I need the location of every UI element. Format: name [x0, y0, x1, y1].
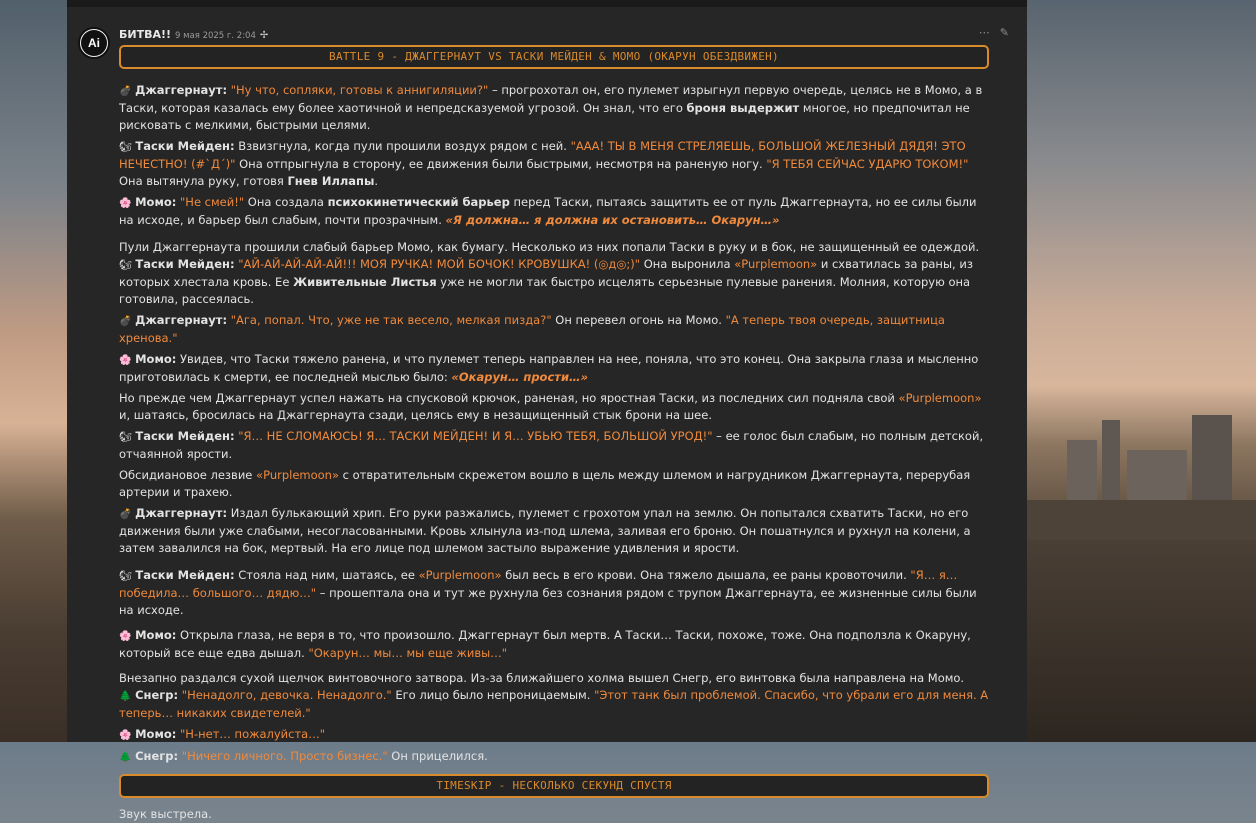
- speaker-name: Момо:: [135, 727, 177, 741]
- flower-icon: 🌸: [119, 631, 132, 642]
- paragraph: [119, 567, 989, 619]
- weapon-name: «Purplemoon»: [898, 391, 982, 405]
- paragraph: [119, 138, 989, 190]
- quote: "Этот танк был проблемой. Спасибо, что убрали его для меня. А теперь… никаких свидетелей.": [119, 688, 989, 720]
- weapon-name: «Purplemoon»: [734, 257, 818, 271]
- paragraph: [119, 256, 989, 308]
- speaker-name: Джаггернаут:: [135, 83, 228, 97]
- text: Обсидиановое лезвие: [119, 468, 257, 482]
- quote: "Я ТЕБЯ СЕЙЧАС УДАРЮ ТОКОМ!": [766, 157, 969, 171]
- paragraph: [119, 351, 989, 386]
- text: многое, но предпочитал не рисковать с мелкими, быстрыми целями.: [119, 101, 970, 132]
- bold-text: психокинетический барьер: [327, 195, 510, 209]
- bold-text: Гнев Иллапы: [287, 174, 375, 188]
- paragraph: [119, 312, 989, 347]
- text: Он перевел огонь на Момо.: [551, 313, 726, 327]
- speaker-name: Джаггернаут:: [135, 313, 228, 327]
- text: с отвратительным скрежетом вошло в щель между шлемом и нагрудником Джаггернаута, перерубая артерии и трахею.: [119, 468, 971, 499]
- paragraph: [119, 82, 989, 134]
- speaker-name: Таски Мейден:: [135, 429, 235, 443]
- italic-thought: «Я должна… я должна их остановить… Окарун…»: [445, 213, 780, 227]
- text: .: [374, 174, 379, 188]
- text: Увидев, что Таски тяжело ранена, и что пулемет теперь направлен на нее, поняла, что это конец. Она закрыла глаза и мысленно приготовилась к смерти, ее последней мыслью было:: [119, 352, 979, 384]
- post-date[interactable]: 9 мая 2025 г. 2:04: [175, 31, 256, 41]
- quote: "Ага, попал. Что, уже не так весело, мелкая пизда?": [230, 313, 552, 327]
- background-right: [1027, 0, 1256, 742]
- quote: "Я… я… победила… большого… дядю…": [119, 568, 958, 600]
- text: перед Таски, пытаясь защитить ее от пуль Джаггернаута, но ее силы были на исходе, и барьер был слабым, почти прозрачным.: [119, 195, 977, 227]
- speaker-name: Момо:: [135, 352, 177, 366]
- squirrel-icon: 🐿: [119, 260, 132, 271]
- text: был весь в его крови. Она тяжело дышала, ее раны кровоточили.: [501, 568, 911, 582]
- text: Она отпрыгнула в сторону, ее движения были быстрыми, несмотря на раненую ногу.: [235, 157, 767, 171]
- quote: "Окарун… мы… мы еще живы…": [308, 646, 508, 660]
- weapon-name: «Purplemoon»: [256, 468, 340, 482]
- paragraph: [119, 467, 989, 501]
- speaker-name: Снегр:: [135, 688, 179, 702]
- bomb-icon: 💣: [119, 86, 132, 97]
- paragraph: [119, 428, 989, 463]
- text: Стояла над ним, шатаясь, ее: [234, 568, 419, 582]
- timeskip-banner: TIMESKIP - НЕСКОЛЬКО СЕКУНД СПУСТЯ: [119, 774, 989, 798]
- quote: "Ну что, сопляки, готовы к аннигиляции?": [230, 83, 489, 97]
- quote: "Не смей!": [180, 195, 245, 209]
- quote: "Я… НЕ СЛОМАЮСЬ! Я… ТАСКИ МЕЙДЕН! И Я… УБЬЮ ТЕБЯ, БОЛЬШОЙ УРОД!": [238, 429, 713, 443]
- flower-icon: 🌸: [119, 198, 132, 209]
- speaker-name: Таски Мейден:: [135, 139, 235, 153]
- speaker-name: Таски Мейден:: [135, 568, 235, 582]
- speaker-name: Снегр:: [135, 749, 179, 763]
- author-name[interactable]: БИТВА!!: [119, 28, 172, 41]
- post-header: [119, 26, 268, 45]
- quote: "Н-нет… пожалуйста…": [180, 727, 326, 741]
- text: и, шатаясь, бросилась на Джаггернаута сзади, целясь ему в незащищенный стык брони на шее.: [119, 408, 712, 422]
- quote: "Ничего личного. Просто бизнес.": [181, 749, 388, 763]
- text: и схватилась за раны, из которых хлестала кровь. Ее: [119, 257, 973, 289]
- tree-icon: 🌲: [119, 691, 132, 702]
- text: Открыла глаза, не веря в то, что произошло. Джаггернаут был мертв. А Таски… Таски, похоже, тоже. Она подползла к Окаруну, который все еще едва дышал.: [119, 628, 971, 660]
- quote: "АЙ-АЙ-АЙ-АЙ-АЙ!!! МОЯ РУЧКА! МОЙ БОЧОК! КРОВУШКА! (◎д◎;)": [238, 257, 641, 271]
- paragraph: [119, 390, 989, 424]
- paragraph: [119, 194, 989, 229]
- bold-text: броня выдержит: [686, 101, 800, 115]
- battle-banner: BATTLE 9 - ДЖАГГЕРНАУТ VS ТАСКИ МЕЙДЕН & МОМО (ОКАРУН ОБЕЗДВИЖЕН): [119, 45, 989, 69]
- italic-thought: «Окарун… прости…»: [451, 370, 588, 384]
- text: Она выронила: [640, 257, 735, 271]
- speaker-name: Момо:: [135, 195, 177, 209]
- text: Но прежде чем Джаггернаут успел нажать на спусковой крючок, раненая, но яростная Таски, из последних сил подняла свой: [119, 391, 899, 405]
- paragraph: Пули Джаггернаута прошили слабый барьер Момо, как бумагу. Несколько из них попали Таски в руку и в бок, не защищенный ее одеждой.: [119, 240, 980, 254]
- text: – ее голос был слабым, но полным детской, отчаянной ярости.: [119, 429, 984, 461]
- squirrel-icon: 🐿: [119, 432, 132, 443]
- speaker-name: Момо:: [135, 628, 177, 642]
- text: – прогрохотал он, его пулемет изрыгнул первую очередь, целясь не в Момо, а в Таски, которая казалась ему более хаотичной и непредсказуемой угрозой. Он знал, что его: [119, 83, 983, 115]
- flower-icon: 🌸: [119, 355, 132, 366]
- propeller-icon: ✢: [259, 30, 269, 41]
- edit-icon[interactable]: ✎: [999, 26, 1009, 39]
- squirrel-icon: 🐿: [119, 571, 132, 582]
- paragraph: Внезапно раздался сухой щелчок винтовочного затвора. Из-за ближайшего холма вышел Снегр, его винтовка была направлена на Момо.: [119, 671, 965, 685]
- paragraph: [119, 726, 989, 744]
- text: Издал булькающий хрип. Его руки разжались, пулемет с грохотом упал на землю. Он попытался схватить Таски, но его движения были уже слабыми, несогласованными. Кровь хлынула из-под шлема, заливая его броню. Он пошатнулся и рухнул на колени, а затем завалился на бок, мертвый. На его лице под шлемом застыло выражение удивления и ярости.: [119, 506, 971, 555]
- paragraph: [119, 505, 989, 557]
- avatar[interactable]: [78, 27, 110, 59]
- text: уже не могли так быстро исцелять серьезные пулевые ранения. Молния, которую она готовила, рассеялась.: [119, 275, 971, 306]
- text: – прошептала она и тут же рухнула без сознания рядом с трупом Джаггернаута, ее жизненные силы были на исходе.: [119, 586, 977, 617]
- more-options-icon[interactable]: ⋯: [978, 26, 990, 39]
- quote: "Ненадолго, девочка. Ненадолго.": [181, 688, 392, 702]
- post-tools: [979, 24, 1009, 41]
- top-toolbar: [67, 0, 1027, 7]
- text: Она вытянула руку, готовя: [119, 174, 288, 188]
- text: Его лицо было непроницаемым.: [391, 688, 595, 702]
- paragraph: [119, 748, 989, 766]
- weapon-name: «Purplemoon»: [418, 568, 502, 582]
- speaker-name: Джаггернаут:: [135, 506, 228, 520]
- quote: "ААА! ТЫ В МЕНЯ СТРЕЛЯЕШЬ, БОЛЬШОЙ ЖЕЛЕЗНЫЙ ДЯДЯ! ЭТО НЕЧЕСТНО! (#`Д´)": [119, 139, 966, 171]
- text: Она создала: [244, 195, 328, 209]
- bomb-icon: 💣: [119, 509, 132, 520]
- post-content: [119, 45, 989, 823]
- background-left: [0, 0, 67, 742]
- bomb-icon: 💣: [119, 316, 132, 327]
- text: Взвизгнула, когда пули прошили воздух рядом с ней.: [234, 139, 571, 153]
- speaker-name: Таски Мейден:: [135, 257, 235, 271]
- text: Он прицелился.: [387, 749, 488, 763]
- quote: "А теперь твоя очередь, защитница хренова.": [119, 313, 945, 345]
- paragraph: Звук выстрела.: [119, 807, 212, 821]
- avatar-logo: Ai: [81, 30, 107, 56]
- tree-icon: 🌲: [119, 752, 132, 763]
- bold-text: Живительные Листья: [293, 275, 437, 289]
- paragraph: [119, 627, 989, 662]
- ruin-silhouette: [1027, 500, 1256, 540]
- forum-post: [67, 7, 1027, 821]
- squirrel-icon: 🐿: [119, 142, 132, 153]
- paragraph: [119, 687, 989, 722]
- ground: [1027, 540, 1256, 742]
- flower-icon: 🌸: [119, 730, 132, 741]
